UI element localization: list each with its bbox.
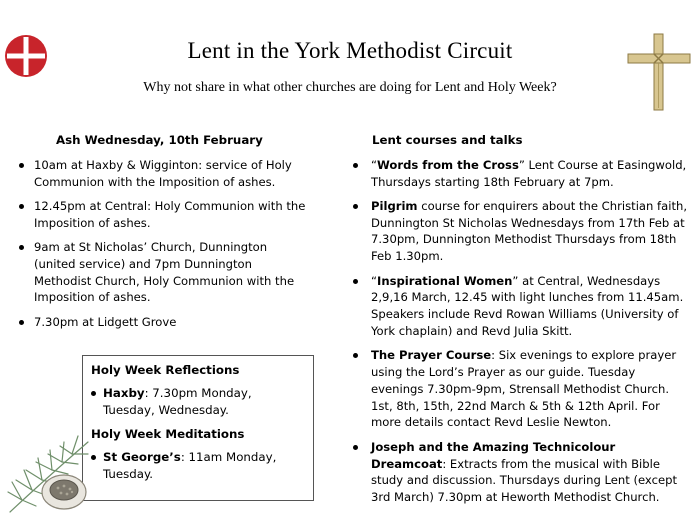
- list-item-text: : 7.30pm Monday, Tuesday, Wednesday.: [103, 385, 252, 417]
- list-item: [352, 347, 690, 431]
- course-name: Inspirational Women: [377, 273, 513, 288]
- list-item: 12.45pm at Central: Holy Communion with the Imposition of ashes.: [18, 198, 310, 232]
- holy-week-meditations-heading: Holy Week Meditations: [91, 427, 245, 442]
- list-item-text: ” at Central, Wednesdays 2,9,16 March, 12.45 with light lunches from 11.45am. Speakers include Revd Rowan Williams (University of York chaplain) and Revd Julia Skitt.: [371, 273, 684, 338]
- list-item: [352, 439, 690, 506]
- list-item: 9am at St Nicholas’ Church, Dunnington (united service) and 7pm Dunnington Methodist Church, Holy Communion with the Imposition of ashes.: [18, 239, 310, 306]
- page-title: Lent in the York Methodist Circuit: [187, 38, 513, 63]
- ash-wednesday-section: [18, 132, 310, 338]
- quote-mark: “: [371, 273, 378, 288]
- list-item-text: : Six evenings to explore prayer using the Lord’s Prayer as our guide. Tuesday evenings 7.30pm-9pm, Strensall Methodist Church. 1st, 8th, 15th, 22nd March & 5th & 12th April. For more details contact Revd Leslie Newton.: [371, 348, 677, 430]
- lent-courses-list: [352, 157, 690, 506]
- list-item: [352, 198, 690, 265]
- holy-week-reflections-heading: Holy Week Reflections: [91, 363, 240, 377]
- list-item-text: course for enquirers about the Christian faith, Dunnington St Nicholas Wednesdays from 17th Feb at 7.30pm, Dunnington Methodist Thursdays from 18th Feb 1.30pm.: [371, 198, 688, 264]
- lent-courses-section: [352, 132, 690, 513]
- course-name: Words from the Cross: [377, 157, 519, 172]
- list-item-text: : Extracts from the musical with Bible study and discussion. Thursdays during Lent (except 3rd March) 7.30pm at Heworth Methodist Church.: [371, 456, 678, 505]
- list-item: [352, 157, 690, 191]
- list-item: 7.30pm at Lidgett Grove: [18, 314, 310, 331]
- page-subtitle: Why not share in what other churches are doing for Lent and Holy Week?: [143, 80, 557, 95]
- quote-mark: “: [371, 157, 378, 172]
- ash-wednesday-list: [18, 157, 310, 331]
- list-item: [91, 385, 305, 419]
- ash-wednesday-heading: Ash Wednesday, 10th February: [56, 133, 263, 147]
- list-item: 10am at Haxby & Wigginton: service of Holy Communion with the Imposition of ashes.: [18, 157, 310, 191]
- lent-courses-heading: Lent courses and talks: [372, 133, 523, 147]
- course-name: The Prayer Course: [371, 348, 492, 363]
- list-item: [352, 273, 690, 340]
- location-name: St George’s: [103, 450, 181, 465]
- list-item-text: : 11am Monday, Tuesday.: [103, 450, 277, 481]
- course-name: Joseph and the Amazing Technicolour Dreamcoat: [371, 439, 616, 471]
- location-name: Haxby: [103, 385, 145, 400]
- course-name: Pilgrim: [371, 198, 418, 213]
- palm-branch-decoration-icon: [2, 412, 110, 520]
- list-item: [91, 449, 305, 483]
- holy-week-box: [82, 355, 314, 501]
- list-item-text: ” Lent Course at Easingwold, Thursdays starting 18th February at 7pm.: [371, 157, 687, 189]
